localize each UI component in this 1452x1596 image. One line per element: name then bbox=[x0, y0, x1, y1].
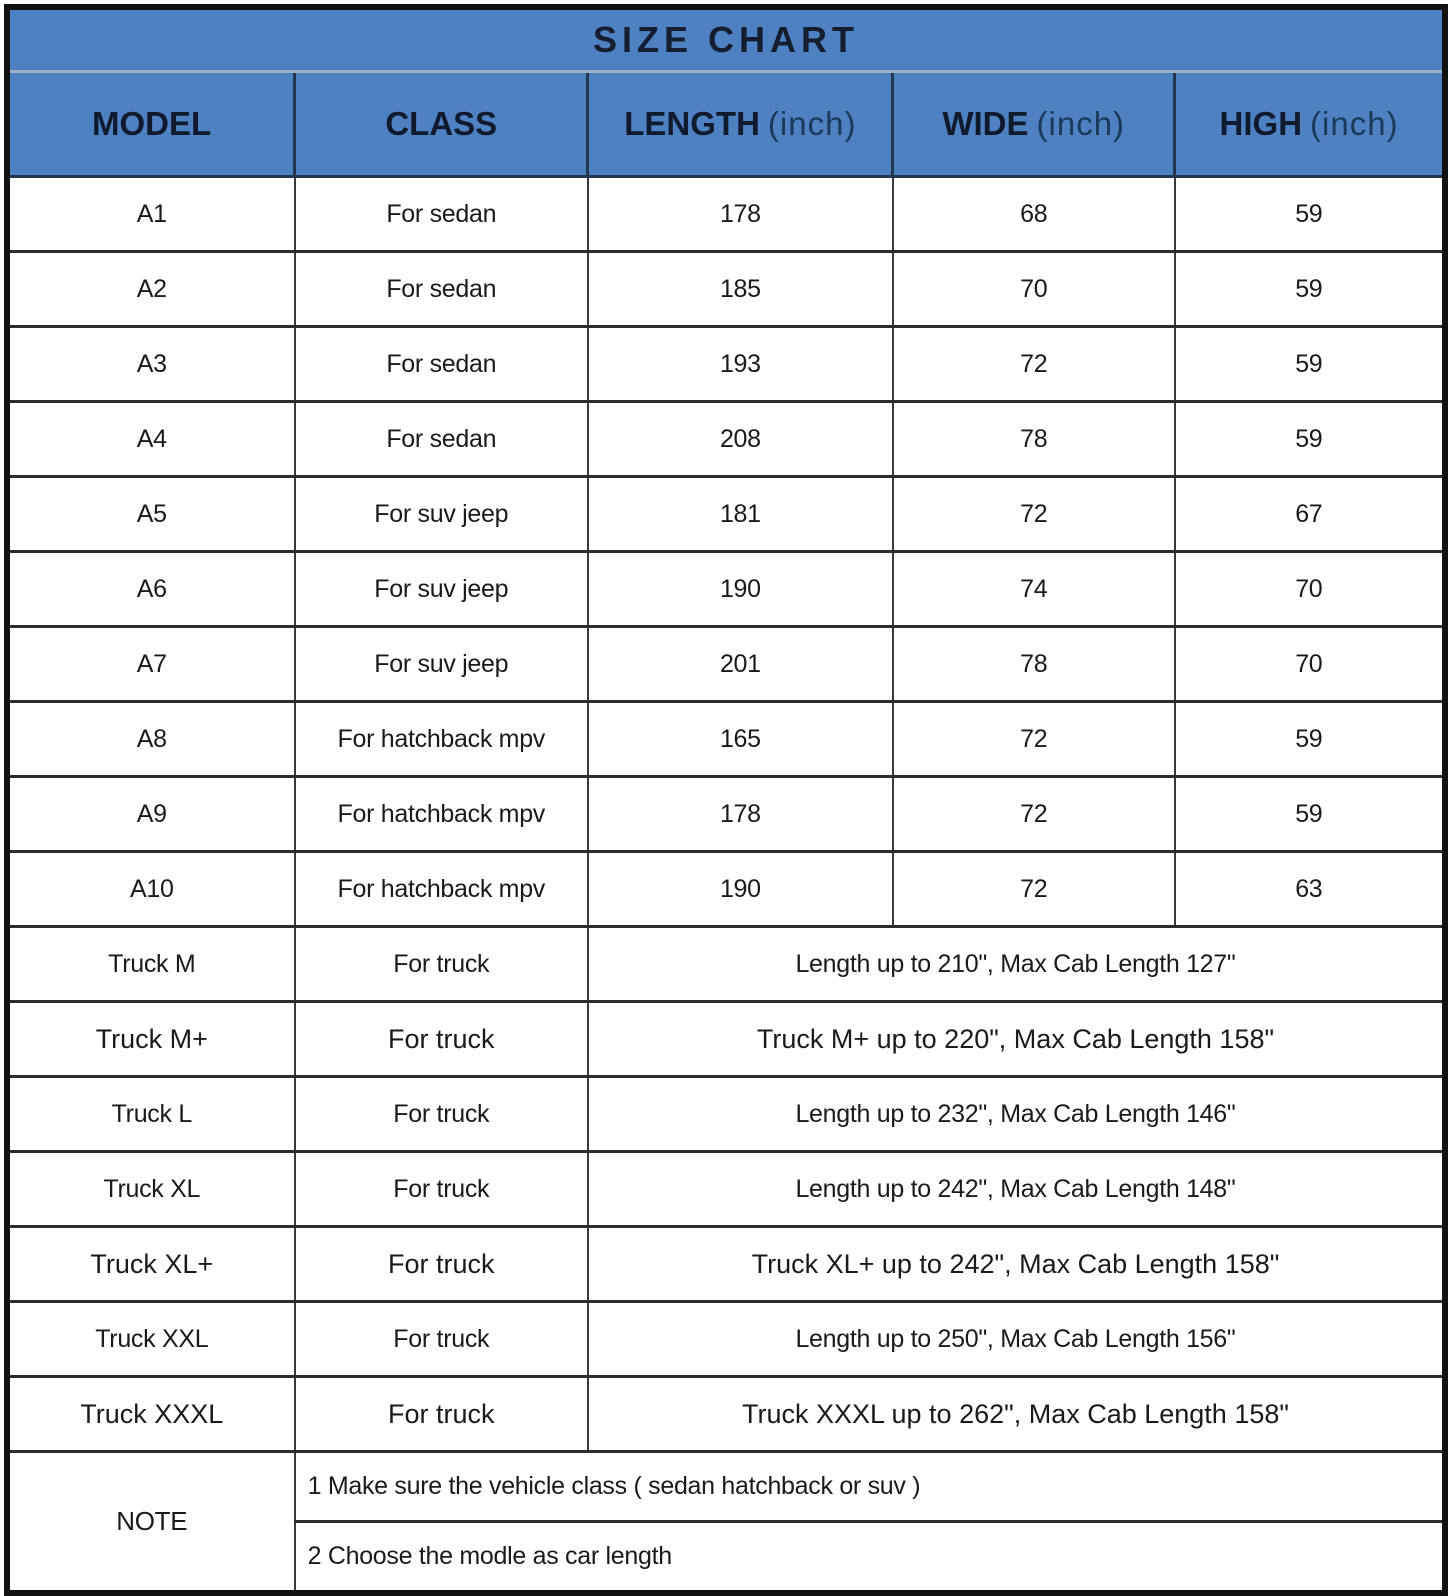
high-cell: 59 bbox=[1175, 252, 1445, 327]
page-title: SIZE CHART bbox=[7, 7, 1445, 72]
class-cell: For hatchback mpv bbox=[295, 852, 588, 927]
class-cell: For truck bbox=[295, 1302, 588, 1377]
model-cell: A6 bbox=[7, 552, 295, 627]
truck-table-row bbox=[7, 1227, 1445, 1302]
note-body bbox=[7, 1452, 1445, 1594]
class-cell: For suv jeep bbox=[295, 477, 588, 552]
note-label: NOTE bbox=[7, 1452, 295, 1594]
high-cell: 70 bbox=[1175, 552, 1445, 627]
class-cell: For truck bbox=[295, 927, 588, 1002]
truck-table-row bbox=[7, 1002, 1445, 1077]
table-header bbox=[7, 7, 1445, 177]
class-cell: For sedan bbox=[295, 327, 588, 402]
model-cell: A3 bbox=[7, 327, 295, 402]
spec-cell: Length up to 242", Max Cab Length 148" bbox=[588, 1152, 1445, 1227]
model-cell: A8 bbox=[7, 702, 295, 777]
model-cell: Truck XL+ bbox=[7, 1227, 295, 1302]
class-cell: For suv jeep bbox=[295, 552, 588, 627]
column-label: MODEL bbox=[91, 105, 212, 142]
truck-table-row bbox=[7, 927, 1445, 1002]
column-header-class bbox=[295, 72, 588, 177]
model-cell: Truck L bbox=[7, 1077, 295, 1152]
high-cell: 59 bbox=[1175, 777, 1445, 852]
column-label: LENGTH bbox=[624, 105, 760, 142]
spec-cell: Truck XL+ up to 242", Max Cab Length 158" bbox=[588, 1227, 1445, 1302]
column-unit: (inch) bbox=[1036, 105, 1126, 142]
column-header-wide bbox=[893, 72, 1175, 177]
table-row bbox=[7, 777, 1445, 852]
wide-cell: 72 bbox=[893, 702, 1175, 777]
wide-cell: 68 bbox=[893, 177, 1175, 252]
table-row bbox=[7, 177, 1445, 252]
column-label: HIGH bbox=[1219, 105, 1303, 142]
size-chart-table bbox=[4, 4, 1448, 1596]
column-header-length bbox=[588, 72, 893, 177]
length-cell: 165 bbox=[588, 702, 893, 777]
class-cell: For suv jeep bbox=[295, 627, 588, 702]
spec-cell: Length up to 210", Max Cab Length 127" bbox=[588, 927, 1445, 1002]
note-line-2: 2 Choose the modle as car length bbox=[295, 1522, 1445, 1594]
truck-table-row bbox=[7, 1302, 1445, 1377]
class-cell: For truck bbox=[295, 1377, 588, 1452]
table-row bbox=[7, 252, 1445, 327]
class-cell: For truck bbox=[295, 1077, 588, 1152]
length-cell: 208 bbox=[588, 402, 893, 477]
table-row bbox=[7, 552, 1445, 627]
column-unit: (inch) bbox=[767, 105, 857, 142]
table-row bbox=[7, 627, 1445, 702]
length-cell: 201 bbox=[588, 627, 893, 702]
spec-cell: Truck XXXL up to 262", Max Cab Length 158" bbox=[588, 1377, 1445, 1452]
high-cell: 63 bbox=[1175, 852, 1445, 927]
length-cell: 190 bbox=[588, 552, 893, 627]
table-row bbox=[7, 852, 1445, 927]
high-cell: 59 bbox=[1175, 402, 1445, 477]
class-cell: For sedan bbox=[295, 252, 588, 327]
wide-cell: 72 bbox=[893, 477, 1175, 552]
high-cell: 59 bbox=[1175, 177, 1445, 252]
class-cell: For truck bbox=[295, 1152, 588, 1227]
model-cell: A2 bbox=[7, 252, 295, 327]
title-row bbox=[7, 7, 1445, 72]
column-unit: (inch) bbox=[1310, 105, 1399, 142]
wide-cell: 70 bbox=[893, 252, 1175, 327]
model-cell: Truck M+ bbox=[7, 1002, 295, 1077]
wide-cell: 72 bbox=[893, 777, 1175, 852]
wide-cell: 78 bbox=[893, 402, 1175, 477]
class-cell: For hatchback mpv bbox=[295, 702, 588, 777]
table-row bbox=[7, 702, 1445, 777]
model-cell: A10 bbox=[7, 852, 295, 927]
note-line-1: 1 Make sure the vehicle class ( sedan hatchback or suv ) bbox=[295, 1452, 1445, 1522]
wide-cell: 72 bbox=[893, 327, 1175, 402]
model-cell: A7 bbox=[7, 627, 295, 702]
column-header-model bbox=[7, 72, 295, 177]
model-cell: A4 bbox=[7, 402, 295, 477]
truck-rows-body bbox=[7, 927, 1445, 1452]
truck-table-row bbox=[7, 1152, 1445, 1227]
note-row-1 bbox=[7, 1452, 1445, 1522]
truck-table-row bbox=[7, 1377, 1445, 1452]
model-cell: Truck XL bbox=[7, 1152, 295, 1227]
column-header-high bbox=[1175, 72, 1445, 177]
high-cell: 59 bbox=[1175, 702, 1445, 777]
column-header-row bbox=[7, 72, 1445, 177]
length-cell: 185 bbox=[588, 252, 893, 327]
model-cell: Truck XXXL bbox=[7, 1377, 295, 1452]
column-label: WIDE bbox=[942, 105, 1029, 142]
spec-cell: Truck M+ up to 220", Max Cab Length 158" bbox=[588, 1002, 1445, 1077]
high-cell: 59 bbox=[1175, 327, 1445, 402]
table-row bbox=[7, 477, 1445, 552]
length-cell: 193 bbox=[588, 327, 893, 402]
spec-cell: Length up to 232", Max Cab Length 146" bbox=[588, 1077, 1445, 1152]
truck-table-row bbox=[7, 1077, 1445, 1152]
model-cell: A9 bbox=[7, 777, 295, 852]
class-cell: For truck bbox=[295, 1002, 588, 1077]
wide-cell: 72 bbox=[893, 852, 1175, 927]
class-cell: For truck bbox=[295, 1227, 588, 1302]
length-cell: 178 bbox=[588, 177, 893, 252]
class-cell: For hatchback mpv bbox=[295, 777, 588, 852]
length-cell: 190 bbox=[588, 852, 893, 927]
table-row bbox=[7, 402, 1445, 477]
spec-cell: Length up to 250", Max Cab Length 156" bbox=[588, 1302, 1445, 1377]
length-cell: 181 bbox=[588, 477, 893, 552]
class-cell: For sedan bbox=[295, 177, 588, 252]
model-cell: Truck M bbox=[7, 927, 295, 1002]
high-cell: 67 bbox=[1175, 477, 1445, 552]
high-cell: 70 bbox=[1175, 627, 1445, 702]
model-cell: A5 bbox=[7, 477, 295, 552]
wide-cell: 74 bbox=[893, 552, 1175, 627]
standard-rows-body bbox=[7, 177, 1445, 927]
wide-cell: 78 bbox=[893, 627, 1175, 702]
model-cell: Truck XXL bbox=[7, 1302, 295, 1377]
table-row bbox=[7, 327, 1445, 402]
column-label: CLASS bbox=[385, 105, 498, 142]
class-cell: For sedan bbox=[295, 402, 588, 477]
model-cell: A1 bbox=[7, 177, 295, 252]
length-cell: 178 bbox=[588, 777, 893, 852]
